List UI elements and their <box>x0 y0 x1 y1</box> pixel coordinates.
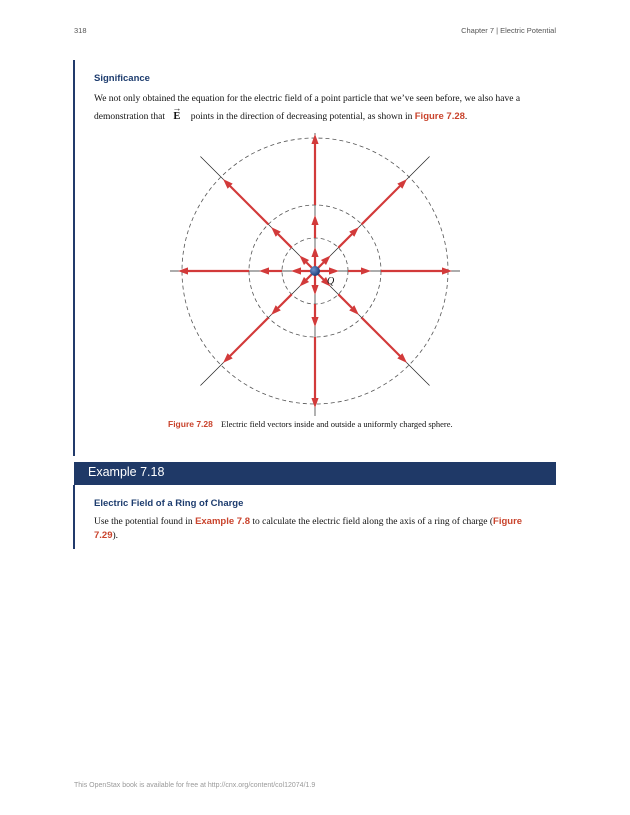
example-header-bar <box>74 462 556 485</box>
page-number: 318 <box>74 26 87 35</box>
caption-text: Electric field vectors inside and outside a uniformly charged sphere. <box>221 419 453 429</box>
example-text-end: ). <box>112 531 119 541</box>
figure-link[interactable]: Figure 7.28 <box>414 111 465 122</box>
significance-text-end: . <box>464 112 468 122</box>
example-paragraph <box>94 515 544 543</box>
field-arrow-head-0-inner <box>329 267 339 274</box>
electric-field-figure <box>165 133 465 418</box>
significance-text-before: We not only obtained the equation for the electric field of a point particle that we’ve seen before, we also have a demonstration that <box>94 94 521 122</box>
chapter-header: Chapter 7 | Electric Potential <box>461 26 556 35</box>
field-arrow-head-180-mid <box>259 267 269 274</box>
significance-text-after: points in the direction of decreasing potential, as shown in <box>190 112 413 122</box>
field-arrow-head-270-outer <box>311 398 318 408</box>
significance-rule <box>73 60 75 456</box>
field-arrow-head-0-mid <box>361 267 371 274</box>
field-arrow-head-180-inner <box>291 267 301 274</box>
field-arrow-head-90-outer <box>311 134 318 144</box>
figure-caption <box>168 419 468 431</box>
field-arrow-shaft-45-mid <box>338 234 351 247</box>
field-arrow-head-90-mid <box>311 215 318 225</box>
figure-link-2[interactable]: Figure 7.29 <box>94 516 523 541</box>
caption-label: Figure 7.28 <box>168 419 213 429</box>
field-arrow-shaft-225-outer <box>230 318 268 356</box>
significance-paragraph <box>94 90 544 126</box>
charged-sphere <box>310 266 320 276</box>
charge-label: Q <box>327 276 335 287</box>
field-arrow-shaft-315-outer <box>362 318 400 356</box>
field-arrow-head-180-outer <box>178 267 188 274</box>
example-rule <box>73 485 75 549</box>
vector-e-symbol: → E <box>173 108 180 126</box>
example-heading: Example 7.18 <box>88 465 165 479</box>
field-arrow-shaft-315-mid <box>338 294 351 307</box>
field-arrow-head-90-inner <box>311 247 318 257</box>
example-subtitle: Electric Field of a Ring of Charge <box>94 498 244 509</box>
example-link[interactable]: Example 7.8 <box>195 516 250 527</box>
field-arrow-head-270-mid <box>311 317 318 327</box>
field-arrow-shaft-135-mid <box>278 234 291 247</box>
field-arrow-shaft-135-outer <box>230 186 268 224</box>
example-text-middle: to calculate the electric field along the axis of a ring of charge ( <box>252 517 494 527</box>
field-arrow-head-270-inner <box>311 285 318 295</box>
field-arrow-shaft-225-mid <box>278 294 291 307</box>
example-text-before: Use the potential found in <box>94 517 193 527</box>
field-arrow-head-0-outer <box>442 267 452 274</box>
footer-text: This OpenStax book is available for free at http://cnx.org/content/col12074/1.9 <box>74 782 316 789</box>
significance-title: Significance <box>94 73 150 84</box>
field-arrow-shaft-45-outer <box>362 186 400 224</box>
